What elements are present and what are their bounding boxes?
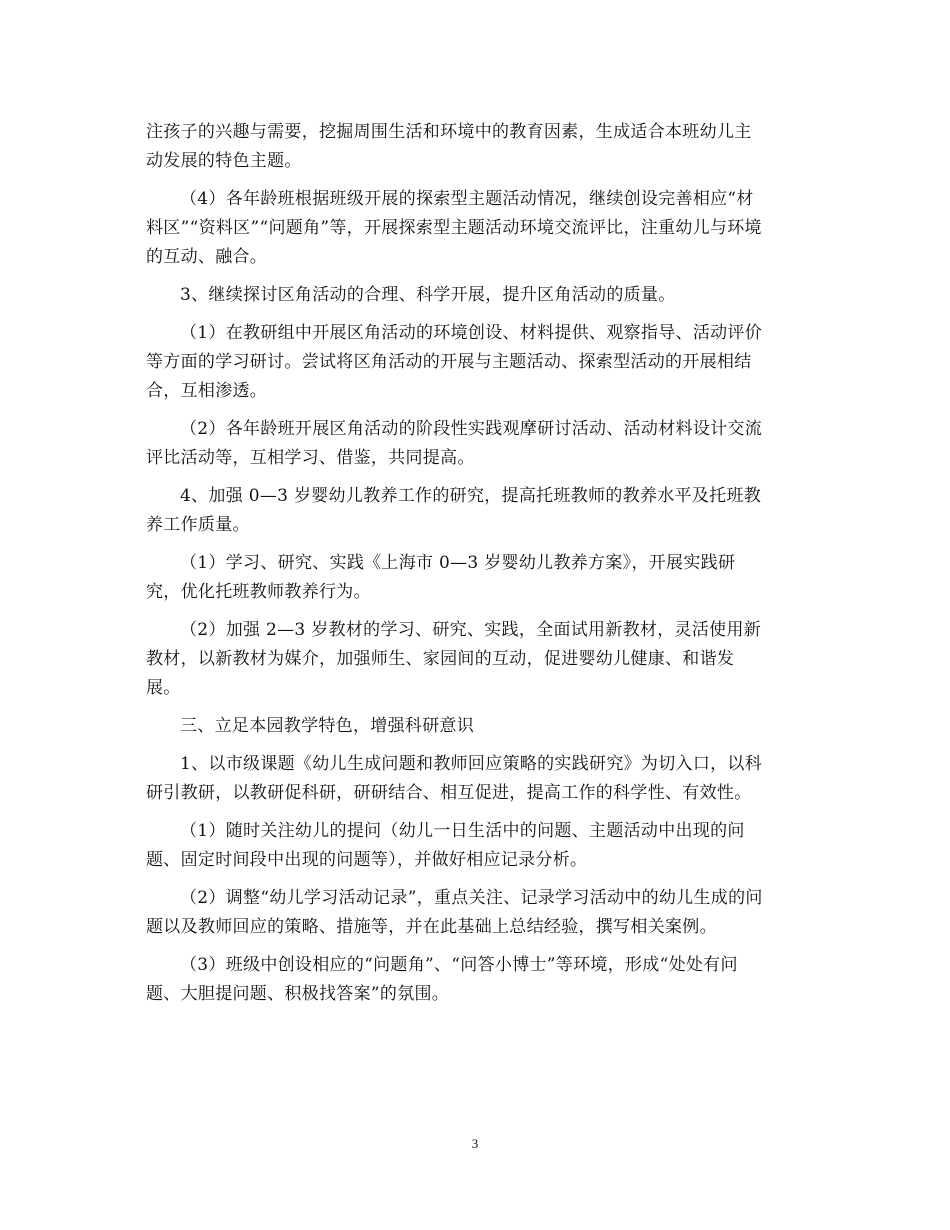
paragraph-item-4-environment	[146, 185, 816, 272]
text-line: （2）调整“幼儿学习活动记录”，重点关注、记录学习活动中的幼儿生成的问	[180, 888, 763, 908]
paragraph-item-1-shanghai-plan	[146, 549, 816, 607]
text-line: 教材，以新教材为媒介，加强师生、家园间的互动，促进婴幼儿健康、和谐发	[146, 649, 735, 669]
paragraph-continuation	[146, 118, 816, 176]
text-line: 注孩子的兴趣与需要，挖掘周围生活和环境中的教育因素，生成适合本班幼儿主	[146, 122, 752, 142]
text-line: 合，互相渗透。	[146, 381, 268, 401]
text-line: 4、加强 0—3 岁婴幼儿教养工作的研究，提高托班教师的教养水平及托班教	[180, 486, 762, 506]
paragraph-item-1-corner-study	[146, 319, 816, 406]
paragraph-item-2-records	[146, 884, 816, 942]
paragraph-section-4-heading	[146, 482, 816, 540]
text-line: 动发展的特色主题。	[146, 151, 302, 171]
page-body	[146, 118, 816, 1018]
text-line: （1）学习、研究、实践《上海市 0—3 岁婴幼儿教养方案》，开展实践研	[180, 553, 736, 573]
text-line: 题、大胆提问题、积极找答案”的氛围。	[146, 984, 450, 1004]
text-line: 等方面的学习研讨。尝试将区角活动的开展与主题活动、探索型活动的开展相结	[146, 352, 752, 372]
text-line: （2）各年龄班开展区角活动的阶段性实践观摩研讨活动、活动材料设计交流	[180, 419, 763, 439]
text-line: 的互动、融合。	[146, 247, 268, 267]
text-line: （3）班级中创设相应的“问题角”、“问答小博士”等环境，形成“处处有问	[180, 955, 738, 975]
text-line: 三、立足本园教学特色，增强科研意识	[180, 716, 475, 736]
text-line: （4）各年龄班根据班级开展的探索型主题活动情况，继续创设完善相应“材	[180, 189, 754, 209]
paragraph-item-1-questions	[146, 817, 816, 875]
paragraph-item-2-corner-practice	[146, 415, 816, 473]
text-line: 评比活动等，互相学习、借鉴，共同提高。	[146, 448, 475, 468]
text-line: （2）加强 2—3 岁教材的学习、研究、实践，全面试用新教材，灵活使用新	[180, 620, 762, 640]
text-line: 研引教研，以教研促科研，研研结合、相互促进，提高工作的科学性、有效性。	[146, 783, 752, 803]
text-line: 1、以市级课题《幼儿生成问题和教师回应策略的实践研究》为切入口，以科	[180, 754, 763, 774]
text-line: 展。	[146, 678, 181, 698]
text-line: 3、继续探讨区角活动的合理、科学开展，提升区角活动的质量。	[180, 285, 676, 305]
text-line: 料区”“资料区”“问题角”等，开展探索型主题活动环境交流评比，注重幼儿与环境	[146, 218, 762, 238]
text-line: 究，优化托班教师教养行为。	[146, 582, 371, 602]
paragraph-section-3-heading	[146, 281, 816, 310]
paragraph-chapter-3-heading	[146, 712, 816, 741]
text-line: （1）在教研组中开展区角活动的环境创设、材料提供、观察指导、活动评价	[180, 323, 763, 343]
paragraph-research-topic	[146, 750, 816, 808]
text-line: （1）随时关注幼儿的提问（幼儿一日生活中的问题、主题活动中出现的问	[180, 821, 745, 841]
text-line: 题以及教师回应的策略、措施等，并在此基础上总结经验，撰写相关案例。	[146, 917, 717, 937]
paragraph-item-2-new-materials	[146, 616, 816, 703]
text-line: 养工作质量。	[146, 515, 250, 535]
text-line: 题、固定时间段中出现的问题等），并做好相应记录分析。	[146, 850, 588, 870]
paragraph-item-3-question-corner	[146, 951, 816, 1009]
page-number: 3	[471, 1136, 479, 1151]
